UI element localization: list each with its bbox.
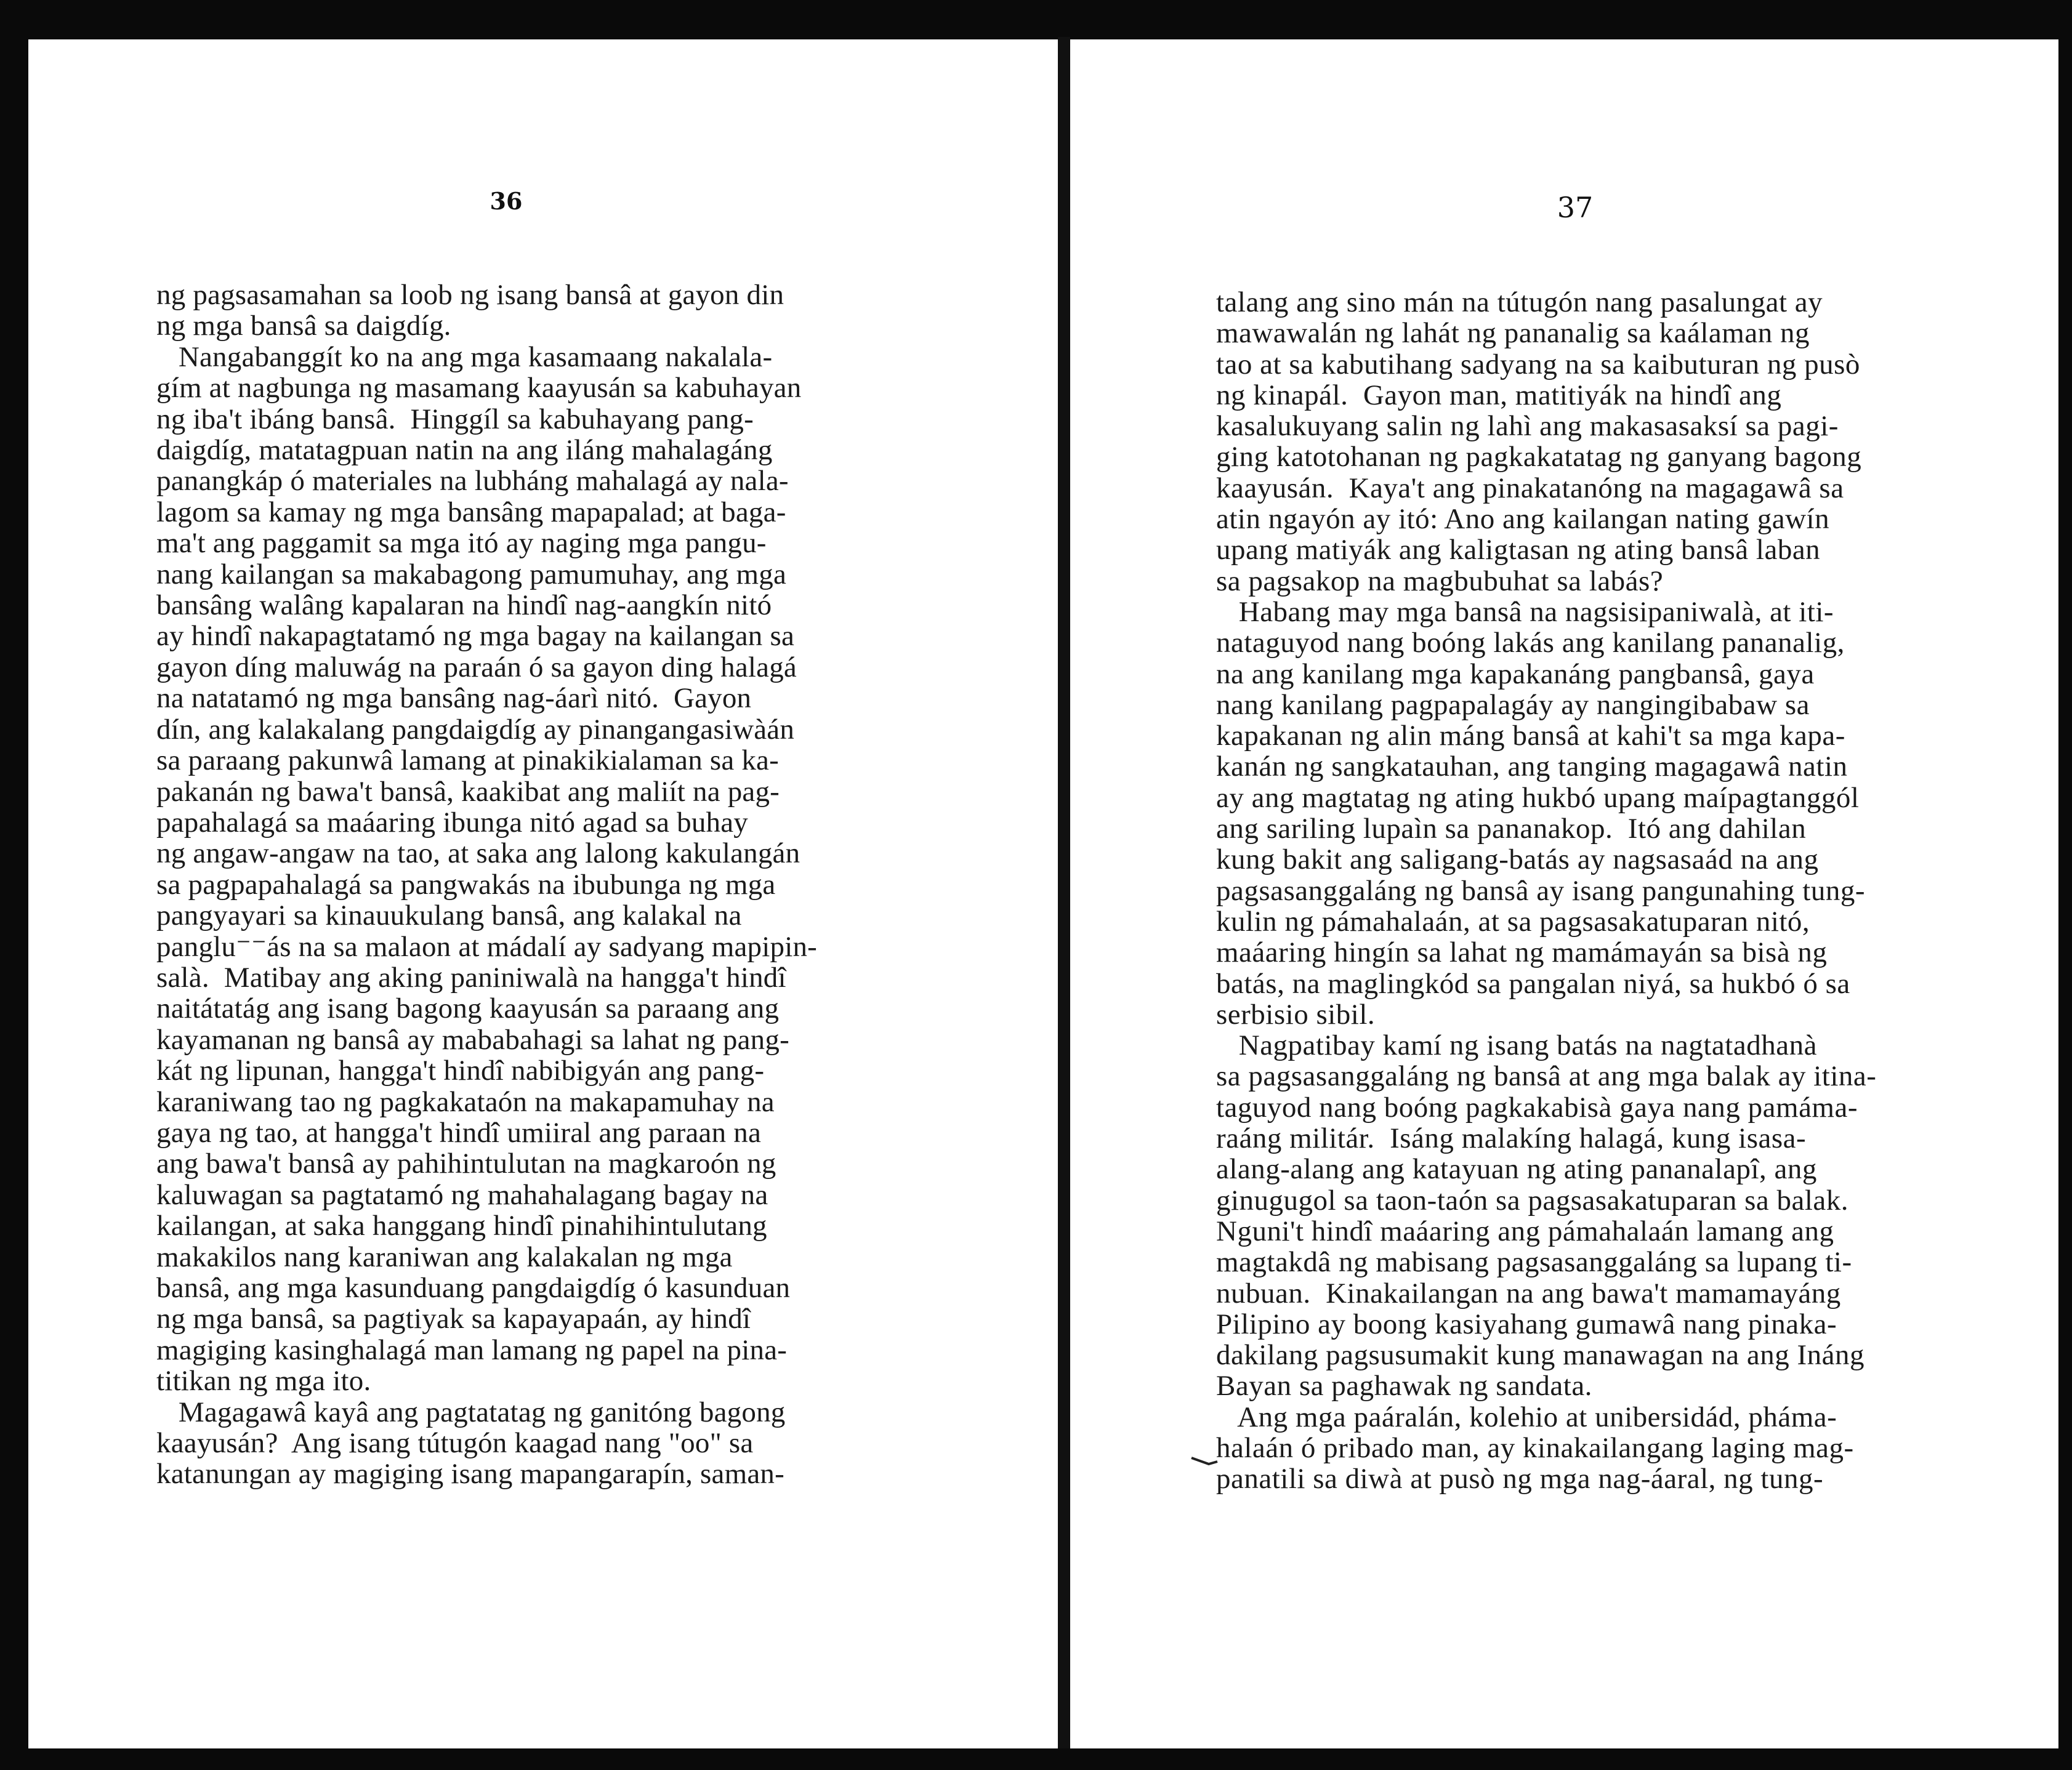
text-line: ng mga bansâ, sa pagtiyak sa kapayapaán, ay hindî (156, 1303, 751, 1335)
left-page-text (156, 280, 911, 1490)
text-line: ng mga bansâ sa daigdíg. (156, 310, 451, 342)
text-line: pagsasanggaláng ng bansâ ay isang pangunahing tung- (1216, 874, 1866, 907)
text-line: atin ngayón ay itó: Ano ang kailangan nating gawín (1216, 503, 1830, 536)
text-line: bansâ, ang mga kasunduang pangdaigdíg ó kasunduan (156, 1272, 791, 1304)
text-line: upang matiyák ang kaligtasan ng ating bansâ laban (1216, 534, 1821, 566)
text-line: Bayan sa paghawak ng sandata. (1216, 1370, 1592, 1402)
text-line: magiging kasinghalagá man lamang ng papel na pina- (156, 1334, 788, 1366)
text-line: sa pagsakop na magbubuhat sa labás? (1216, 565, 1664, 597)
text-line: ang sariling lupaìn sa pananakop. Itó ang dahilan (1216, 813, 1807, 845)
text-line: kaayusán. Kaya't ang pinakatanóng na magagawâ sa (1216, 472, 1844, 504)
text-line: titikan ng mga ito. (156, 1365, 371, 1398)
text-line: kailangan, at saka hanggang hindî pinahihintulutang (156, 1210, 767, 1242)
text-line: sa paraang pakunwâ lamang at pinakikialaman sa ka- (156, 744, 779, 777)
text-line: Nagpatibay kamí ng isang batás na nagtatadhanà (1216, 1029, 1817, 1062)
text-line: Nguni't hindî maáaring ang pámahalaán lamang ang (1216, 1215, 1834, 1247)
text-line: nubuan. Kinakailangan na ang bawa't mamamayáng (1216, 1277, 1841, 1309)
text-line: kasalukuyang salin ng lahì ang makasasaksí sa pagi- (1216, 410, 1839, 443)
text-line: ng pagsasamahan sa loob ng isang bansâ at gayon din (156, 279, 784, 311)
text-line: ging katotohanan ng pagkakatatag ng ganyang bagong (1216, 441, 1862, 473)
text-line: mawawalán ng lahát ng pananalig sa kaálaman ng (1216, 317, 1810, 350)
text-line: maáaring hingín sa lahat ng mamámayán sa bisà ng (1216, 936, 1828, 969)
text-line: nang kailangan sa makabagong pamumuhay, ang mga (156, 558, 787, 590)
text-line: ang bawa't bansâ ay pahihintulutan na magkaroón ng (156, 1148, 776, 1180)
text-line: ng kinapál. Gayon man, matitiyák na hindî ang (1216, 379, 1782, 411)
text-line: alang-alang ang katayuan ng ating pananalapî, ang (1216, 1153, 1817, 1186)
text-line: halaán ó pribado man, ay kinakailangang laging mag- (1216, 1431, 1854, 1464)
text-line: daigdíg, matatagpuan natin na ang iláng mahalagáng (156, 434, 773, 467)
text-line: dakilang pagsusumakit kung manawagan na ang Ináng (1216, 1339, 1864, 1372)
text-line: gím at nagbunga ng masamang kaayusán sa kabuhayan (156, 372, 802, 404)
text-line: lagom sa kamay ng mga bansâng mapapalad; at baga- (156, 496, 786, 528)
text-line: karaniwang tao ng pagkakataón na makapamuhay na (156, 1085, 775, 1118)
text-line: serbisio sibil. (1216, 998, 1376, 1031)
text-line: kayamanan ng bansâ ay mababahagi sa lahat ng pang- (156, 1023, 789, 1056)
text-line: taguyod nang boóng pagkakabisà gaya nang pamáma- (1216, 1091, 1858, 1124)
text-line: kung bakit ang saligang-batás ay nagsasaád na ang (1216, 843, 1819, 876)
right-page (1070, 39, 2058, 1748)
text-line: kulin ng pámahalaán, at sa pagsasakatuparan nitó, (1216, 905, 1810, 938)
text-line: tao at sa kabutihang sadyang na sa kaibuturan ng pusò (1216, 348, 1860, 380)
text-line: ng iba't ibáng bansâ. Hinggíl sa kabuhayang pang- (156, 403, 754, 435)
text-line: ng angaw-angaw na tao, at saka ang lalong kakulangán (156, 837, 800, 870)
text-line: Habang may mga bansâ na nagsisipaniwalà, at iti- (1216, 595, 1834, 628)
text-line: ay hindî nakapagtatamó ng mga bagay na kailangan sa (156, 620, 795, 653)
text-line: salà. Matibay ang aking paniniwalà na hangga't hindî (156, 961, 786, 994)
text-line: dín, ang kalakalang pangdaigdíg ay pinangangasiwàán (156, 713, 795, 746)
text-line: pangyayari sa kinauukulang bansâ, ang kalakal na (156, 899, 742, 932)
text-line: naitátatág ang isang bagong kaayusán sa paraang ang (156, 992, 780, 1025)
text-line: na ang kanilang mga kapakanáng pangbansâ, gaya (1216, 658, 1815, 690)
text-line: gaya ng tao, at hangga't hindî umiiral ang paraan na (156, 1116, 762, 1149)
text-line: papahalagá sa maáaring ibunga nitó agad sa buhay (156, 806, 748, 839)
text-line: magtakdâ ng mabisang pagsasanggaláng sa lupang ti- (1216, 1246, 1852, 1279)
text-line: nang kanilang pagpapalagáy ay nangingibabaw sa (1216, 688, 1810, 721)
text-line: na natatamó ng mga bansâng nag-áarì nitó. Gayon (156, 682, 752, 715)
text-line: Magagawâ kayâ ang pagtatatag ng ganitóng bagong (156, 1396, 786, 1428)
right-page-text (1216, 287, 1973, 1495)
text-line: makakilos nang karaniwan ang kalakalan ng mga (156, 1241, 733, 1273)
text-line: kapakanan ng alin máng bansâ at kahi't sa mga kapa- (1216, 720, 1845, 752)
text-line: kaluwagan sa pagtatamó ng mahahalagang bagay na (156, 1178, 768, 1211)
text-line: ay ang magtatag ng ating hukbó upang maípagtanggól (1216, 781, 1860, 814)
text-line: gayon díng maluwág na paraán ó sa gayon ding halagá (156, 651, 797, 683)
margin-arrow-mark (1190, 1455, 1219, 1468)
text-line: kanán ng sangkatauhan, ang tanging magagawâ natin (1216, 750, 1848, 783)
text-line: kaayusán? Ang isang tútugón kaagad nang "oo" sa (156, 1427, 754, 1460)
text-line: talang ang sino mán na tútugón nang pasalungat ay (1216, 286, 1823, 318)
text-line: Pilipino ay boong kasiyahang gumawâ nang pinaka- (1216, 1308, 1837, 1340)
text-line: bansâng walâng kapalaran na hindî nag-aangkín nitó (156, 589, 772, 622)
text-line: panangkáp ó materiales na lubháng mahalagá ay nala- (156, 465, 789, 497)
text-line: sa pagsasanggaláng ng bansâ at ang mga balak ay itina- (1216, 1060, 1877, 1093)
page-number-right: 37 (1557, 191, 1594, 224)
text-line: panglu⁻⁻ás na sa malaon at mádalí ay sadyang mapipin- (156, 930, 818, 963)
left-page (28, 39, 1064, 1748)
text-line: batás, na maglingkód sa pangalan niyá, sa hukbó ó sa (1216, 967, 1850, 1000)
text-line: panatili sa diwà at pusò ng mga nag-áaral, ng tung- (1216, 1463, 1824, 1495)
page-number-left: 36 (490, 187, 523, 215)
text-line: kát ng lipunan, hangga't hindî nabibigyán ang pang- (156, 1055, 765, 1087)
text-line: ginugugol sa taon-taón sa pagsasakatuparan sa balak. (1216, 1184, 1849, 1217)
text-line: nataguyod nang boóng lakás ang kanilang pananalig, (1216, 627, 1845, 659)
book-spine (1058, 37, 1070, 1748)
text-line: ma't ang paggamit sa mga itó ay naging mga pangu- (156, 527, 767, 560)
text-line: Nangabanggít ko na ang mga kasamaang nakalala- (156, 340, 773, 373)
text-line: Ang mga paáralán, kolehio at unibersidád, pháma- (1216, 1401, 1837, 1433)
text-line: sa pagpapahalagá sa pangwakás na ibubunga ng mga (156, 868, 776, 901)
text-line: pakanán ng bawa't bansâ, kaakibat ang maliít na pag- (156, 775, 780, 808)
text-line: raáng militár. Isáng malakíng halagá, kung isasa- (1216, 1122, 1807, 1155)
text-line: katanungan ay magiging isang mapangarapín, saman- (156, 1458, 784, 1490)
